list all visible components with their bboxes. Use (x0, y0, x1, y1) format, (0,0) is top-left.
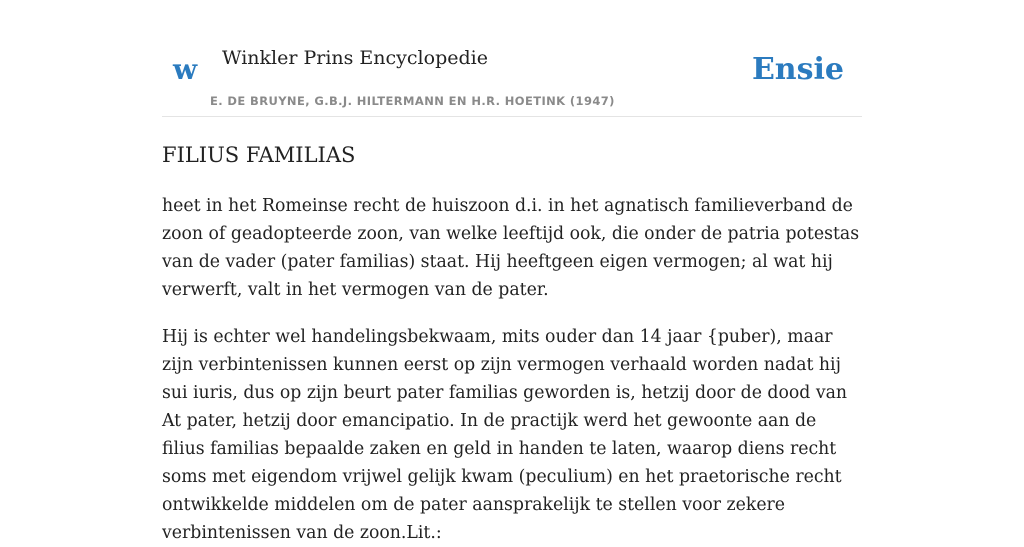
publication-title-link[interactable]: Winkler Prins Encyclopedie (222, 47, 488, 69)
article-paragraph-2: Hij is echter wel handelingsbekwaam, mits ouder dan 14 jaar {puber), maar zijn verbintenissen kunnen eerst op zijn vermogen verhaald worden nadat hij sui iuris, dus op zijn beurt pater familias geworden is, hetzij door de dood van At pater, hetzij door emancipatio. In de practijk werd het gewoonte aan de filius familias bepaalde zaken en geld in handen te laten, waarop diens recht soms met eigendom vrijwel gelijk kwam (peculium) en het praetorische recht ontwikkelde middelen om de pater aansprakelijk te stellen voor zekere verbintenissen van de zoon.Lit.: (162, 327, 848, 543)
article-title: FILIUS FAMILIAS (162, 143, 356, 167)
article-paragraph-1: heet in het Romeinse recht de huiszoon d.i. in het agnatisch familieverband de zoon of geadopteerde zoon, van welke leeftijd ook, die onder de patria potestas van de vader (pater familias) staat. Hij heeftgeen eigen vermogen; al wat hij verwerft, valt in het vermogen van de pater. (162, 196, 860, 300)
publication-authors: E. DE BRUYNE, G.B.J. HILTERMANN EN H.R. HOETINK (1947) (210, 94, 615, 108)
article (162, 138, 864, 547)
encyclopedia-header (162, 0, 862, 117)
ensie-logo-link[interactable]: Ensie (751, 52, 844, 87)
winkler-prins-logo-icon[interactable]: w (173, 53, 198, 86)
